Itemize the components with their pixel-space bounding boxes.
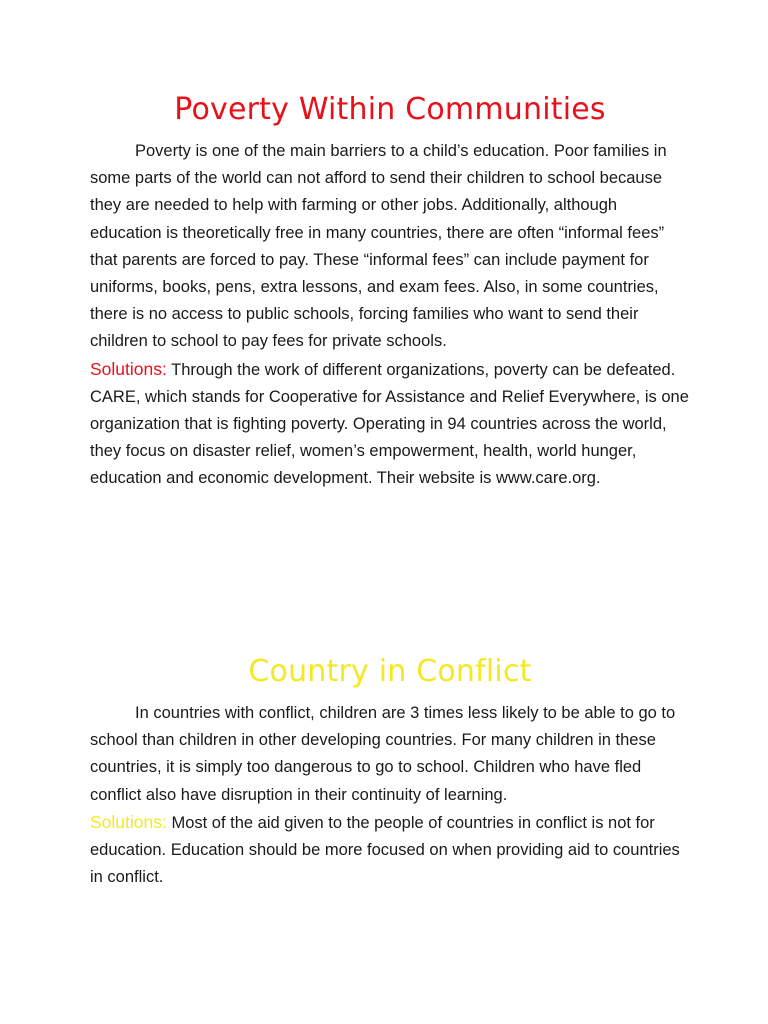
- conflict-solutions: [90, 809, 690, 892]
- poverty-solutions: [90, 356, 690, 493]
- poverty-body: Poverty is one of the main barriers to a child’s education. Poor families in some parts of the world can not afford to send their children to school because they are needed to help with farming or other jobs. Additionally, although education is theoretically free in many countries, there are often “informal fees” that parents are forced to pay. These “informal fees” can include payment for uniforms, books, pens, extra lessons, and exam fees. Also, in some countries, there is no access to public schools, forcing families who want to send their children to school to pay fees for private schools.: [90, 142, 667, 351]
- conflict-body: In countries with conflict, children are 3 times less likely to be able to go to school than children in other developing countries. For many children in these countries, it is simply too dangerous to go to school. Children who have fled conflict also have disruption in their continuity of learning.: [90, 704, 676, 804]
- poverty-solutions-label: Solutions:: [90, 358, 167, 379]
- conflict-solutions-label: Solutions:: [90, 811, 167, 832]
- poverty-solutions-text: Through the work of different organizations, poverty can be defeated. CARE, which stands for Cooperative for Assistance and Relief Everywhere, is one organization that is fighting poverty. Operating in 94 countries across the world, they focus on disaster relief, women’s empowerment, health, world hunger, education and economic development. Their website is www.care.org.: [90, 360, 689, 488]
- conflict-section: [90, 650, 690, 891]
- conflict-heading: Country in Conflict: [248, 654, 532, 689]
- conflict-solutions-text: Most of the aid given to the people of countries in conflict is not for education. Education should be more focused on when providing aid to countries in conflict.: [90, 813, 680, 887]
- poverty-heading: Poverty Within Communities: [174, 92, 606, 127]
- poverty-section: [90, 88, 690, 493]
